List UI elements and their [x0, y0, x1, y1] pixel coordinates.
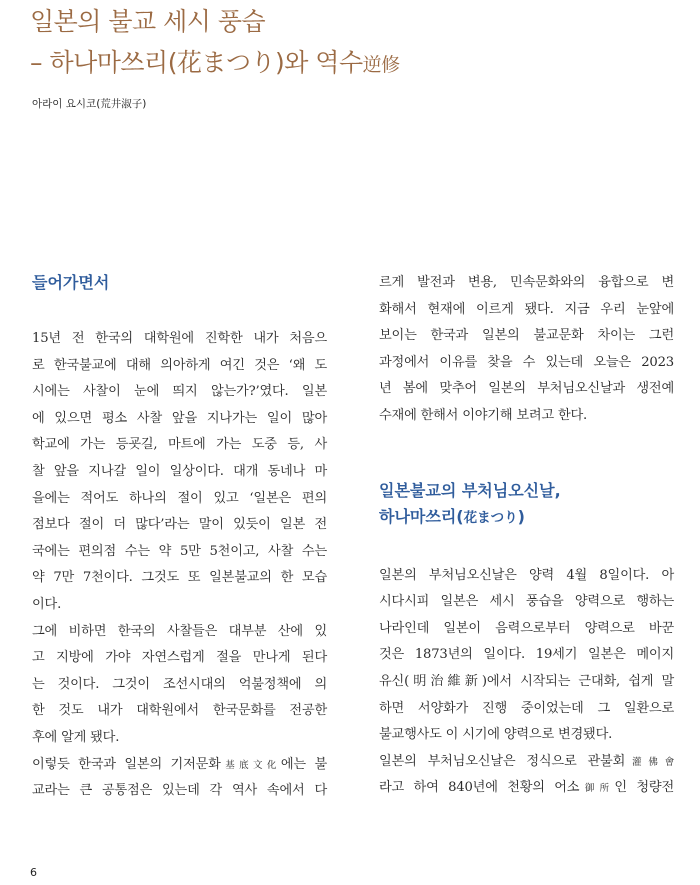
text-line: 나라인데 일본이 음력으로부터 양력으로 바꾼 [379, 620, 674, 636]
text-line: 시에는 사찰이 눈에 띄지 않는가?’였다. 일본 [32, 384, 327, 400]
author-name: 아라이 요시코(荒井淑子) [32, 98, 147, 110]
text-line: 불교행사도 이 시기에 양력으로 변경됐다. [379, 727, 613, 743]
text-line: 하면 서양화가 진행 중이었는데 그 일환으로 [379, 700, 674, 716]
hanja-annotation: 基底文化 [220, 759, 281, 771]
text-line: 후에 알게 됐다. [32, 729, 120, 745]
article-title-line2 [30, 47, 400, 81]
section-heading-buddha-birthday [379, 478, 674, 531]
right-column [379, 270, 674, 802]
text-line [379, 749, 674, 776]
text-line: 점보다 절이 더 많다’라는 말이 있듯이 일본 전 [32, 517, 327, 533]
paragraph-kanbutsue [379, 749, 674, 802]
paragraph-buddha-birthday [379, 563, 674, 749]
section-heading-intro: 들어가면서 [32, 273, 110, 292]
heading-line2-kana: 花まつり [463, 509, 518, 526]
text-line: 수재에 한해서 이야기해 보려고 한다. [379, 407, 588, 423]
paragraph-continued [379, 270, 674, 430]
text-segment: 일본의 부처님오신날은 정식으로 관불회 [379, 753, 626, 769]
text-line: 유신(明治維新)에서 시작되는 근대화, 쉽게 말 [379, 673, 674, 689]
left-column [32, 270, 327, 805]
hanja-annotation: 灌佛會 [625, 756, 675, 768]
text-line: 이다. [32, 596, 62, 612]
text-line: 약 7만 7천이다. 그것도 또 일본불교의 한 모습 [32, 570, 327, 586]
text-line: 국에는 편의점 수는 약 5만 5천이고, 사찰 수는 [32, 543, 327, 559]
text-segment: 라고 하여 840년에 천황의 어소 [379, 780, 580, 796]
heading-line2-close: ) [517, 506, 525, 526]
text-line: 시다시피 일본은 세시 풍습을 양력으로 행하는 [379, 594, 674, 610]
heading-line2-main: 하나마쓰리( [379, 506, 464, 526]
article-title-line1: 일본의 불교 세시 풍습 [30, 7, 266, 36]
text-line: 년 봄에 맞추어 일본의 부처님오신날과 생전예 [379, 381, 674, 397]
text-line: 일본의 부처님오신날은 양력 4월 8일이다. 아 [379, 567, 674, 583]
text-line: 그에 비하면 한국의 사찰들은 대부분 산에 있 [32, 623, 327, 639]
text-line: 르게 발전과 변용, 민속문화와의 융합으로 변 [379, 275, 674, 290]
text-line: 학교에 가는 등굣길, 마트에 가는 도중 등, 사 [32, 437, 327, 453]
text-line [32, 752, 327, 779]
paragraph-2 [32, 619, 327, 752]
text-line: 에 있으면 평소 사찰 앞을 지나가는 일이 많아 [32, 410, 327, 426]
text-line: 로 한국불교에 대해 의아하게 여긴 것은 ‘왜 도 [32, 357, 327, 373]
page-number: 6 [30, 866, 37, 879]
paragraph-1 [32, 326, 327, 619]
text-segment: 인 청량전 [614, 780, 674, 796]
text-segment: 에는 불 [280, 756, 327, 772]
text-line: 찰 앞을 지나갈 일이 일상이다. 대개 동네나 마 [32, 463, 327, 479]
title-hanja-text: 逆修 [362, 54, 400, 76]
text-line: 과정에서 이유를 찾을 수 있는데 오늘은 2023 [379, 354, 674, 370]
paragraph-3 [32, 752, 327, 805]
text-line: 화해서 현재에 이르게 됐다. 지금 우리 눈앞에 [379, 301, 674, 317]
text-line: 한 것도 내가 대학원에서 한국문화를 전공한 [32, 703, 327, 719]
text-line [379, 775, 674, 802]
text-segment: 이렇듯 한국과 일본의 기저문화 [32, 756, 221, 772]
text-line: 는 것이다. 그것이 조선시대의 억불정책에 의 [32, 676, 327, 692]
hanja-annotation: 御所 [579, 783, 615, 795]
text-line: 15년 전 한국의 대학원에 진학한 내가 처음으 [32, 331, 327, 346]
text-line: 것은 1873년의 일이다. 19세기 일본은 메이지 [379, 647, 674, 663]
heading-line1: 일본불교의 부처님오신날, [379, 480, 561, 500]
text-line: 고 지방에 가야 자연스럽게 절을 만나게 된다 [32, 650, 327, 666]
title-main-text: – 하나마쓰리(花まつり)와 역수 [30, 48, 363, 77]
text-line: 교라는 큰 공통점은 있는데 각 역사 속에서 다 [32, 783, 327, 799]
text-line: 을에는 적어도 하나의 절이 있고 ‘일본은 편의 [32, 490, 327, 506]
text-line: 보이는 한국과 일본의 불교문화 차이는 그런 [379, 328, 674, 344]
